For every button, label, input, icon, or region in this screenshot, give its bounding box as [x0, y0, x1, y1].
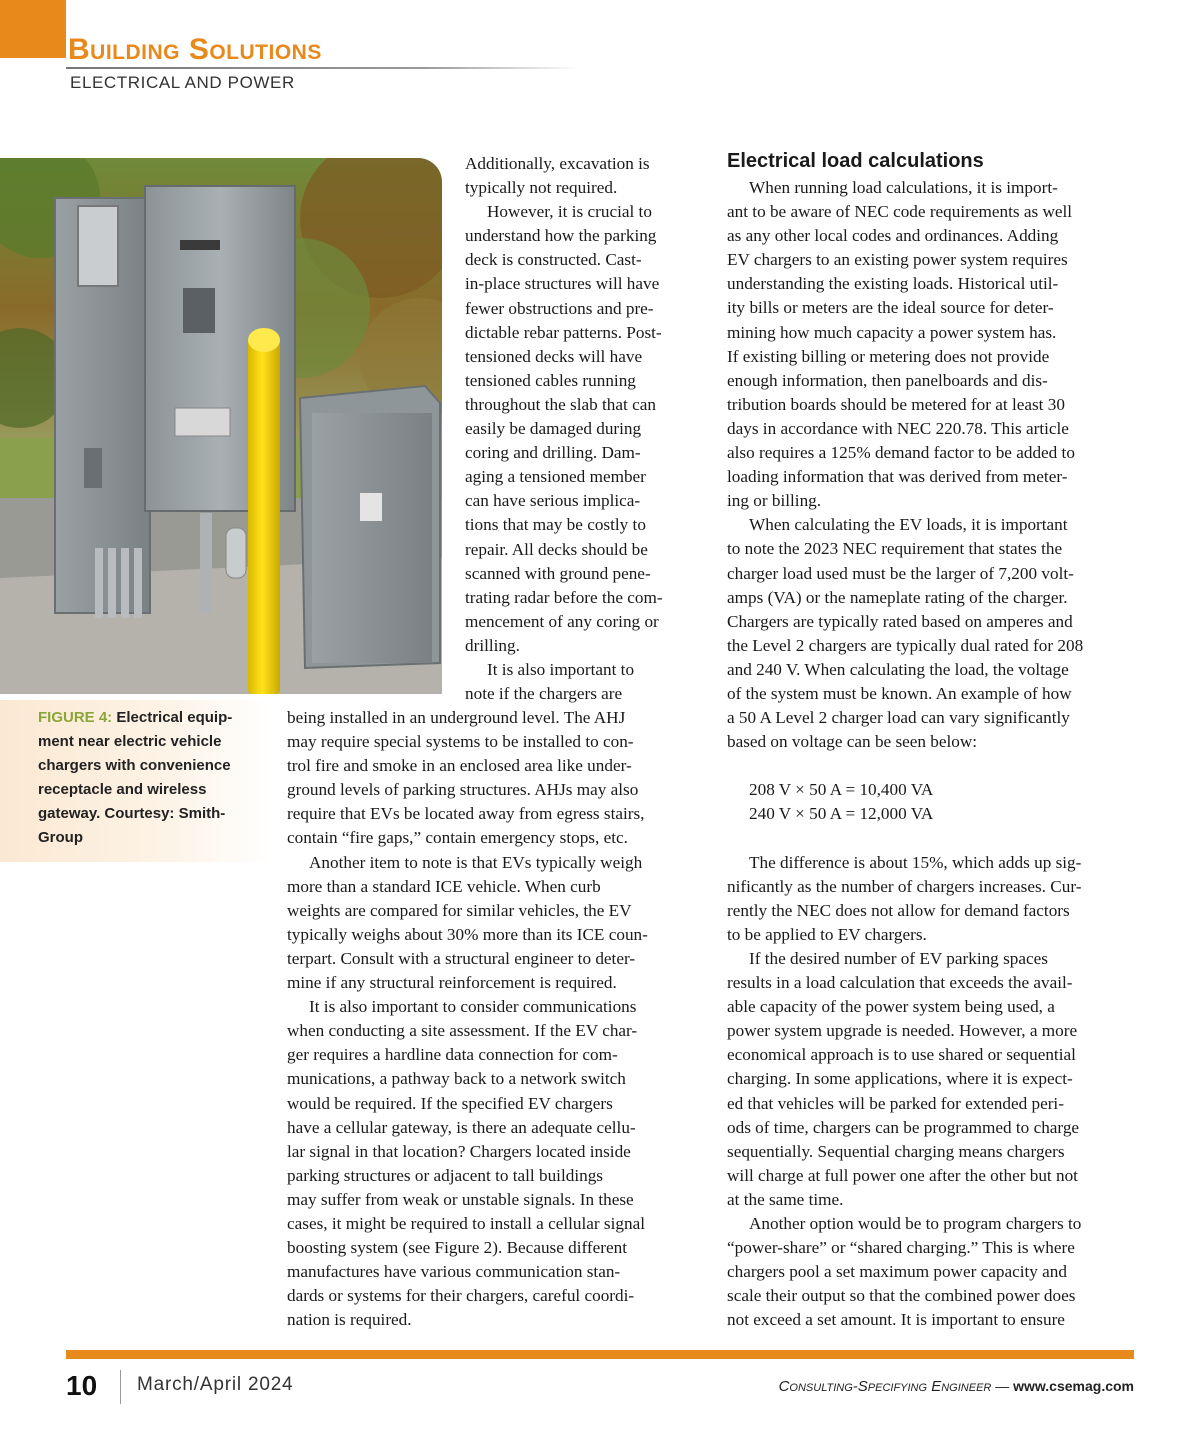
caption-line: ment near electric vehicle — [38, 733, 222, 750]
text-line: It is also important to consider communications — [309, 997, 637, 1017]
text-line: ground levels of parking structures. AHJs may also — [287, 780, 639, 800]
text-line: require that EVs be located away from egress stairs, — [287, 804, 645, 824]
text-line: EV chargers to an existing power system requires — [727, 250, 1068, 270]
text-line: mining how much capacity a power system has. — [727, 322, 1057, 342]
section-title: Building Solutions — [68, 33, 322, 66]
text-line: tions that may be costly to — [465, 515, 646, 535]
text-line: If the desired number of EV parking spaces — [749, 949, 1048, 968]
text-line — [727, 754, 1139, 778]
text-line: being installed in an underground level. The AHJ — [287, 708, 626, 727]
text-line: typically weighs about 30% more than its ICE coun- — [287, 924, 648, 944]
text-line: It is also important to — [487, 659, 635, 679]
figure-photo — [0, 158, 442, 694]
text-line: able capacity of the power system being used, a — [727, 997, 1055, 1017]
section-subtitle: ELECTRICAL AND POWER — [70, 73, 295, 92]
text-line: When running load calculations, it is import- — [749, 178, 1058, 197]
text-line: contain “fire gaps,” contain emergency stops, etc. — [287, 828, 628, 848]
text-line: munications, a pathway back to a network switch — [287, 1069, 626, 1089]
body-column-middle — [287, 706, 699, 1332]
text-line: Chargers are typically rated based on amperes and — [727, 611, 1073, 631]
text-line: weights are compared for similar vehicles, the EV — [287, 900, 632, 920]
text-line: dards or systems for their chargers, careful coordi- — [287, 1286, 635, 1306]
figure-label: FIGURE 4: — [38, 709, 113, 726]
text-line: amps (VA) or the nameplate rating of the charger. — [727, 587, 1068, 607]
text-line: charging. In some applications, where it is expect- — [727, 1069, 1073, 1089]
publication-name: Consulting-Specifying Engineer — [778, 1378, 992, 1395]
text-line: When calculating the EV loads, it is important — [749, 515, 1068, 535]
text-line: coring and drilling. Dam- — [465, 443, 641, 463]
text-line: tensioned cables running — [465, 370, 636, 390]
caption-line: Electrical equip- — [112, 709, 233, 726]
text-line: drilling. — [465, 635, 520, 655]
text-line: parking structures or adjacent to tall buildings — [287, 1165, 603, 1185]
text-line: may suffer from weak or unstable signals. In these — [287, 1189, 634, 1209]
text-line: days in accordance with NEC 220.78. This article — [727, 418, 1069, 438]
text-line: Another item to note is that EVs typically weigh — [309, 852, 643, 872]
text-line: can have serious implica- — [465, 491, 641, 511]
text-line: enough information, then panelboards and dis- — [727, 370, 1048, 390]
text-line: repair. All decks should be — [465, 539, 648, 559]
text-line: rently the NEC does not allow for demand factors — [727, 900, 1070, 920]
text-line: ing or billing. — [727, 491, 822, 511]
publication-url[interactable]: www.csemag.com — [1013, 1378, 1134, 1394]
text-line: scale their output so that the combined power does — [727, 1286, 1076, 1306]
text-line: results in a load calculation that exceeds the avail- — [727, 973, 1073, 993]
text-line: a 50 A Level 2 charger load can vary significantly — [727, 708, 1070, 728]
text-line: fewer obstructions and pre- — [465, 298, 654, 318]
text-line: to note the 2023 NEC requirement that states the — [727, 539, 1063, 559]
footer-separator: — — [991, 1378, 1014, 1394]
text-line: will charge at full power one after the other but not — [727, 1165, 1078, 1185]
text-line: trol fire and smoke in an enclosed area like under- — [287, 756, 632, 776]
text-line: ed that vehicles will be parked for extended peri- — [727, 1093, 1064, 1113]
text-line: cases, it might be required to install a cellular signal — [287, 1213, 645, 1233]
text-line: ity bills or meters are the ideal source for deter- — [727, 298, 1054, 318]
text-line: also requires a 125% demand factor to be added to — [727, 443, 1075, 463]
text-line: at the same time. — [727, 1189, 844, 1209]
text-line: to be applied to EV chargers. — [727, 924, 927, 944]
text-line: charger load used must be the larger of 7,200 volt- — [727, 563, 1074, 583]
text-line: 208 V × 50 A = 10,400 VA — [749, 780, 934, 800]
text-line: nation is required. — [287, 1310, 412, 1330]
text-line: deck is constructed. Cast- — [465, 250, 642, 270]
text-line: note if the chargers are — [465, 684, 623, 704]
text-line: If existing billing or metering does not provide — [727, 346, 1050, 366]
caption-line: chargers with convenience — [38, 757, 231, 774]
header-accent-tab — [0, 0, 66, 58]
text-line: loading information that was derived from meter- — [727, 467, 1068, 487]
text-line: in-place structures will have — [465, 274, 660, 294]
text-line: boosting system (see Figure 2). Because different — [287, 1238, 628, 1258]
caption-line: gateway. Courtesy: Smith- — [38, 805, 226, 822]
text-line: when conducting a site assessment. If the EV char- — [287, 1021, 638, 1041]
text-line: the Level 2 chargers are typically dual rated for 208 — [727, 635, 1084, 655]
issue-date: March/April 2024 — [137, 1374, 294, 1395]
footer-rule — [66, 1350, 1134, 1359]
text-line: understanding the existing loads. Historical util- — [727, 274, 1059, 294]
text-line: “power-share” or “shared charging.” This is where — [727, 1238, 1075, 1258]
text-line: tribution boards should be metered for at least 30 — [727, 394, 1065, 414]
text-line: sequentially. Sequential charging means chargers — [727, 1141, 1065, 1161]
text-line: tensioned decks will have — [465, 346, 643, 366]
text-line: ger requires a hardline data connection for com- — [287, 1045, 618, 1065]
text-line: and 240 V. When calculating the load, the voltage — [727, 659, 1069, 679]
text-line: manufactures have various communication stan- — [287, 1262, 621, 1282]
text-line: However, it is crucial to — [487, 202, 652, 222]
text-line: Additionally, excavation is — [465, 154, 650, 173]
text-line: Another option would be to program chargers to — [749, 1214, 1082, 1234]
section-heading: Electrical load calculations — [727, 150, 984, 172]
text-line: of the system must be known. An example of how — [727, 683, 1072, 703]
text-line: have a cellular gateway, is there an adequate cellu- — [287, 1117, 636, 1137]
text-line: ant to be aware of NEC code requirements as well — [727, 202, 1073, 222]
text-line: mine if any structural reinforcement is required. — [287, 973, 617, 993]
text-line: trating radar before the com- — [465, 587, 663, 607]
text-line: dictable rebar patterns. Post- — [465, 322, 662, 342]
body-column-narrow — [465, 152, 695, 706]
caption-line: receptacle and wireless — [38, 781, 207, 798]
footer-divider — [120, 1370, 121, 1404]
text-line: understand how the parking — [465, 226, 657, 246]
text-line: ods of time, chargers can be programmed to charge — [727, 1117, 1080, 1137]
text-line: more than a standard ICE vehicle. When curb — [287, 876, 601, 896]
text-line: as any other local codes and ordinances. Adding — [727, 226, 1059, 246]
text-line: power system upgrade is needed. However, a more — [727, 1021, 1078, 1041]
text-line: terpart. Consult with a structural engineer to deter- — [287, 948, 636, 968]
text-line: would be required. If the specified EV chargers — [287, 1093, 613, 1113]
text-line: mencement of any coring or — [465, 611, 659, 631]
text-line: The difference is about 15%, which adds up sig- — [749, 852, 1082, 872]
header-rule — [66, 67, 580, 69]
caption-line: Group — [38, 829, 83, 846]
text-line: aging a tensioned member — [465, 467, 646, 487]
text-line: not exceed a set amount. It is important to ensure — [727, 1310, 1065, 1330]
text-line: throughout the slab that can — [465, 394, 656, 414]
text-line: typically not required. — [465, 178, 618, 198]
text-line: 240 V × 50 A = 12,000 VA — [749, 804, 934, 824]
body-column-right — [727, 176, 1139, 1333]
text-line: may require special systems to be installed to con- — [287, 732, 634, 752]
text-line: easily be damaged during — [465, 419, 642, 439]
text-line: economical approach is to use shared or sequential — [727, 1045, 1076, 1065]
footer-publication — [779, 1378, 1134, 1395]
page-number: 10 — [66, 1370, 98, 1401]
text-line: scanned with ground pene- — [465, 563, 651, 583]
text-line: nificantly as the number of chargers increases. Cur- — [727, 876, 1082, 896]
text-line: chargers pool a set maximum power capacity and — [727, 1262, 1067, 1282]
text-line — [727, 827, 1139, 851]
figure-caption — [0, 700, 272, 862]
text-line: lar signal in that location? Chargers located inside — [287, 1141, 631, 1161]
text-line: based on voltage can be seen below: — [727, 732, 978, 752]
